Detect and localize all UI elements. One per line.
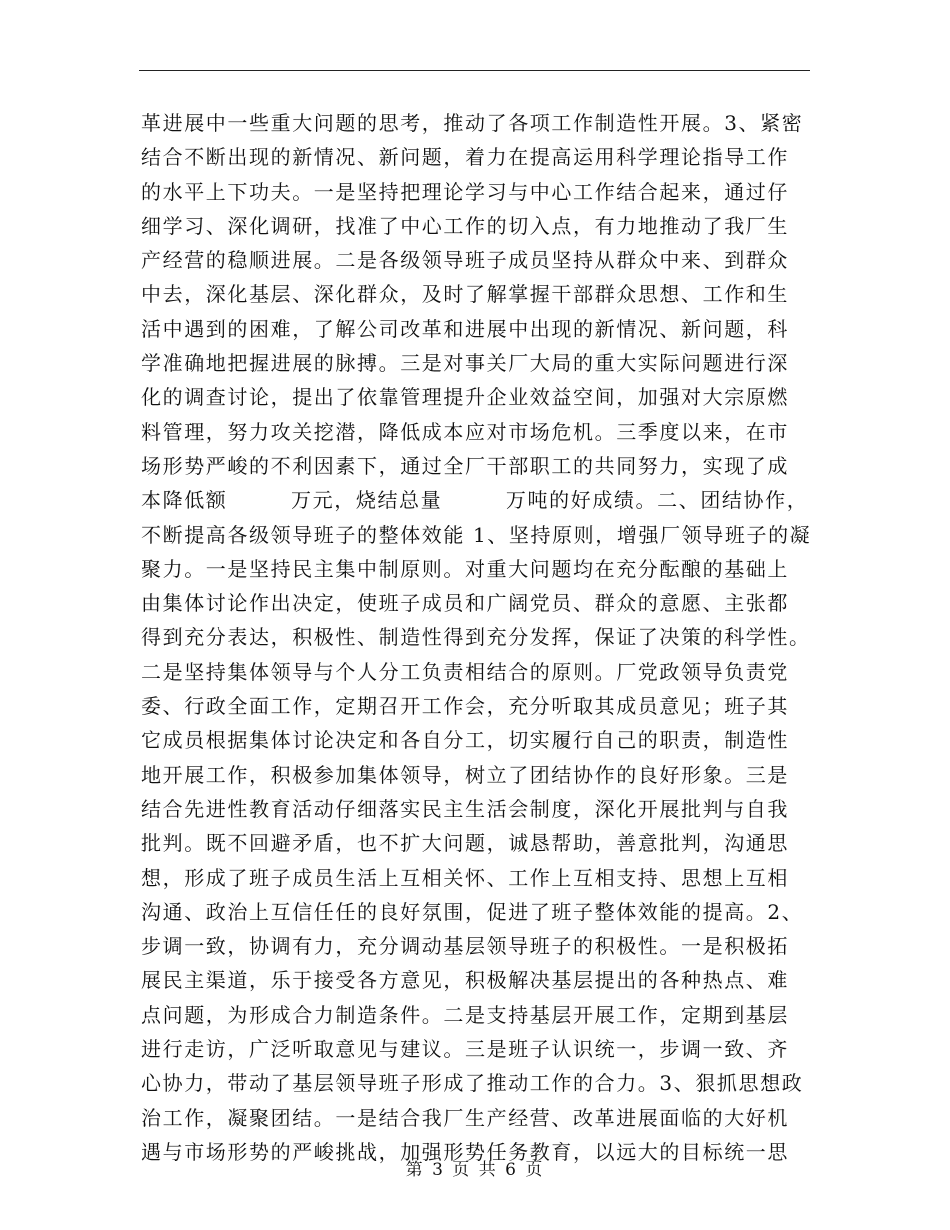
body-line: 它成员根据集体讨论决定和各自分工，切实履行自己的职责，制造性 (141, 728, 789, 753)
body-line: 结合先进性教育活动仔细落实民主生活会制度，深化开展批判与自我 (141, 796, 789, 821)
body-line: 革进展中一些重大问题的思考，推动了各项工作制造性开展。3、紧密 (141, 111, 804, 135)
body-line: 活中遇到的困难，了解公司改革和进展中出现的新情况、新问题，科 (141, 316, 789, 341)
body-line: 化的调查讨论，提出了依靠管理提升企业效益空间，加强对大宗原燃 (141, 385, 789, 410)
body-line: 不断提高各级领导班子的整体效能 1、坚持原则，增强厂领导班子的凝 (141, 522, 812, 547)
body-line: 治工作，凝聚团结。一是结合我厂生产经营、改革进展面临的大好机 (141, 1105, 789, 1130)
body-line: 步调一致，协调有力，充分调动基层领导班子的积极性。一是积极拓 (141, 934, 789, 959)
body-line: 本降低额 万元，烧结总量 万吨的好成绩。二、团结协作， (141, 488, 809, 513)
body-line: 的水平上下功夫。一是坚持把理论学习与中心工作结合起来，通过仔 (141, 179, 789, 204)
body-line: 地开展工作，积极参加集体领导，树立了团结协作的良好形象。三是 (141, 762, 789, 787)
body-line: 批判。既不回避矛盾，也不扩大问题，诚恳帮助，善意批判，沟通思 (141, 831, 789, 856)
body-line: 聚力。一是坚持民主集中制原则。对重大问题均在充分酝酿的基础上 (141, 556, 789, 581)
body-line: 进行走访，广泛听取意见与建议。三是班子认识统一，步调一致、齐 (141, 1037, 789, 1062)
body-line: 产经营的稳顺进展。二是各级领导班子成员坚持从群众中来、到群众 (141, 248, 789, 273)
body-line: 委、行政全面工作，定期召开工作会，充分听取其成员意见；班子其 (141, 694, 789, 719)
body-line: 心协力，带动了基层领导班子形成了推动工作的合力。3、狠抓思想政 (141, 1071, 804, 1096)
body-line: 学准确地把握进展的脉搏。三是对事关厂大局的重大实际问题进行深 (141, 351, 789, 376)
body-line: 沟通、政治上互信任任的良好氛围，促进了班子整体效能的提高。2、 (141, 899, 804, 924)
page-number: 第 3 页 共 6 页 (405, 1160, 545, 1180)
body-line: 二是坚持集体领导与个人分工负责相结合的原则。厂党政领导负责党 (141, 659, 789, 684)
body-line: 结合不断出现的新情况、新问题，着力在提高运用科学理论指导工作 (141, 145, 789, 170)
body-line: 点问题，为形成合力制造条件。二是支持基层开展工作，定期到基层 (141, 1002, 789, 1027)
body-line: 场形势严峻的不利因素下，通过全厂干部职工的共同努力，实现了成 (141, 453, 789, 478)
header-rule (139, 70, 810, 71)
body-line: 由集体讨论作出决定，使班子成员和广阔党员、群众的意愿、主张都 (141, 591, 789, 616)
body-line: 展民主渠道，乐于接受各方意见，积极解决基层提出的各种热点、难 (141, 968, 789, 993)
body-line: 遇与市场形势的严峻挑战，加强形势任务教育，以远大的目标统一思 (141, 1139, 789, 1164)
document-body (141, 106, 821, 1169)
body-line: 料管理，努力攻关挖潜，降低成本应对市场危机。三季度以来，在市 (141, 419, 789, 444)
body-line: 得到充分表达，积极性、制造性得到充分发挥，保证了决策的科学性。 (141, 625, 811, 650)
body-line: 中去，深化基层、深化群众，及时了解掌握干部群众思想、工作和生 (141, 282, 789, 307)
body-line: 想，形成了班子成员生活上互相关怀、工作上互相支持、思想上互相 (141, 865, 789, 890)
body-line: 细学习、深化调研，找准了中心工作的切入点，有力地推动了我厂生 (141, 213, 789, 238)
